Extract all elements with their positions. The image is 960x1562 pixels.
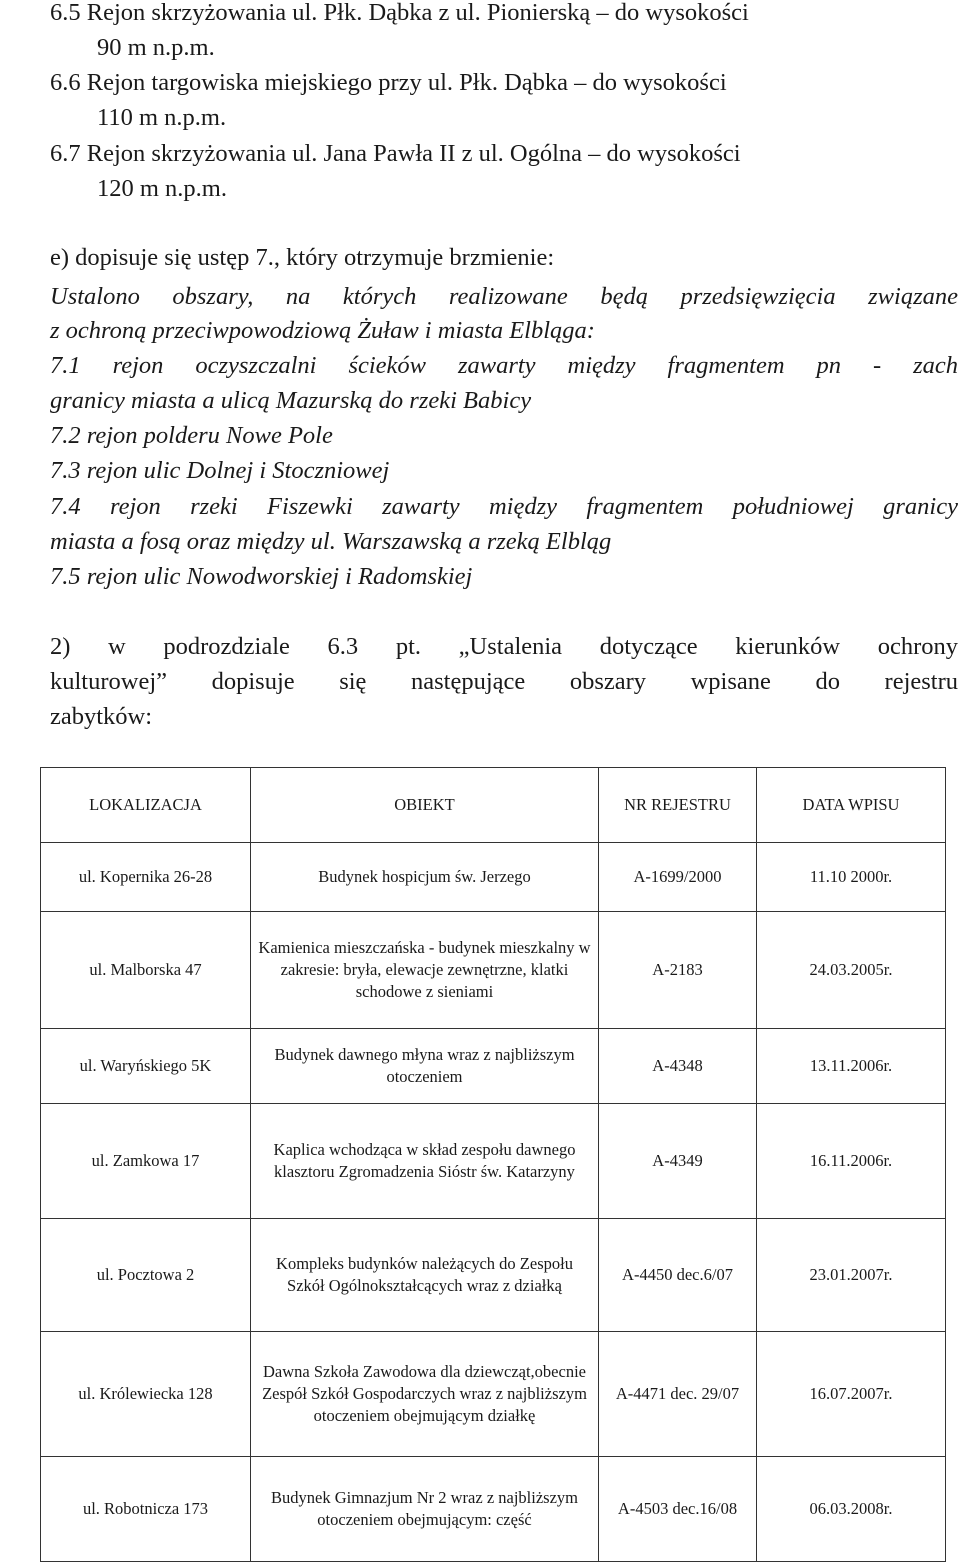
header-obiekt: OBIEKT — [251, 768, 599, 843]
text-line: zabytków: — [50, 703, 153, 730]
cell-location: ul. Pocztowa 2 — [41, 1219, 251, 1332]
cell-entry-date: 16.07.2007r. — [757, 1332, 946, 1457]
cell-register-number: A-4349 — [599, 1104, 757, 1219]
cell-location: ul. Waryńskiego 5K — [41, 1029, 251, 1104]
text-line: 7.3 rejon ulic Dolnej i Stoczniowej — [50, 457, 390, 484]
cell-location: ul. Królewiecka 128 — [41, 1332, 251, 1457]
text-line: 7.1 rejon oczyszczalni ścieków zawarty między fragmentem pn - zach — [50, 352, 958, 379]
cell-object: Budynek hospicjum św. Jerzego — [251, 843, 599, 912]
text-line: 2) w podrozdziale 6.3 pt. „Ustalenia dotyczące kierunków ochrony — [50, 633, 958, 660]
cell-object: Budynek dawnego młyna wraz z najbliższym otoczeniem — [251, 1029, 599, 1104]
cell-register-number: A-4471 dec. 29/07 — [599, 1332, 757, 1457]
cell-register-number: A-4450 dec.6/07 — [599, 1219, 757, 1332]
header-lokalizacja: LOKALIZACJA — [41, 768, 251, 843]
cell-entry-date: 06.03.2008r. — [757, 1457, 946, 1562]
text-line: 90 m n.p.m. — [97, 34, 215, 61]
cell-object: Dawna Szkoła Zawodowa dla dziewcząt,obecnie Zespół Szkół Gospodarczych wraz z najbliższym otoczeniem obejmującym działkę — [251, 1332, 599, 1457]
cell-location: ul. Zamkowa 17 — [41, 1104, 251, 1219]
table-row — [41, 1104, 946, 1219]
table-row — [41, 1332, 946, 1457]
cell-location: ul. Kopernika 26-28 — [41, 843, 251, 912]
header-data-wpisu: DATA WPISU — [757, 768, 946, 843]
header-nr-rejestru: NR REJESTRU — [599, 768, 757, 843]
cell-entry-date: 13.11.2006r. — [757, 1029, 946, 1104]
text-line: granicy miasta a ulicą Mazurską do rzeki Babicy — [50, 387, 532, 414]
text-line: 6.5 Rejon skrzyżowania ul. Płk. Dąbka z ul. Pionierską – do wysokości — [50, 0, 749, 26]
monuments-register-table — [40, 767, 946, 1562]
cell-entry-date: 16.11.2006r. — [757, 1104, 946, 1219]
text-line: 120 m n.p.m. — [97, 175, 227, 202]
table-header-row — [41, 768, 946, 843]
cell-object: Kamienica mieszczańska - budynek mieszkalny w zakresie: bryła, elewacje zewnętrzne, klatki schodowe z sieniami — [251, 912, 599, 1029]
cell-register-number: A-2183 — [599, 912, 757, 1029]
cell-entry-date: 11.10 2000r. — [757, 843, 946, 912]
cell-object: Kompleks budynków należących do Zespołu Szkół Ogólnokształcących wraz z działką — [251, 1219, 599, 1332]
cell-object: Budynek Gimnazjum Nr 2 wraz z najbliższym otoczeniem obejmującym: część — [251, 1457, 599, 1562]
text-line: 6.7 Rejon skrzyżowania ul. Jana Pawła II z ul. Ogólna – do wysokości — [50, 140, 741, 167]
cell-register-number: A-1699/2000 — [599, 843, 757, 912]
cell-register-number: A-4348 — [599, 1029, 757, 1104]
cell-location: ul. Malborska 47 — [41, 912, 251, 1029]
text-line: 110 m n.p.m. — [97, 104, 227, 131]
text-line: 7.5 rejon ulic Nowodworskiej i Radomskiej — [50, 563, 473, 590]
cell-object: Kaplica wchodząca w skład zespołu dawnego klasztoru Zgromadzenia Sióstr św. Katarzyny — [251, 1104, 599, 1219]
table-row — [41, 1219, 946, 1332]
text-line: 7.2 rejon polderu Nowe Pole — [50, 422, 333, 449]
table-row — [41, 912, 946, 1029]
text-line: miasta a fosą oraz między ul. Warszawską a rzeką Elbląg — [50, 528, 612, 555]
text-line: e) dopisuje się ustęp 7., który otrzymuje brzmienie: — [50, 244, 555, 271]
text-line: 6.6 Rejon targowiska miejskiego przy ul. Płk. Dąbka – do wysokości — [50, 69, 727, 96]
text-line: 7.4 rejon rzeki Fiszewki zawarty między fragmentem południowej granicy — [50, 493, 958, 520]
cell-location: ul. Robotnicza 173 — [41, 1457, 251, 1562]
table-row — [41, 1457, 946, 1562]
cell-entry-date: 24.03.2005r. — [757, 912, 946, 1029]
text-line: Ustalono obszary, na których realizowane będą przedsięwzięcia związane — [50, 283, 958, 310]
text-line: kulturowej” dopisuje się następujące obszary wpisane do rejestru — [50, 668, 958, 695]
cell-entry-date: 23.01.2007r. — [757, 1219, 946, 1332]
table-row — [41, 843, 946, 912]
cell-register-number: A-4503 dec.16/08 — [599, 1457, 757, 1562]
text-line: z ochroną przeciwpowodziową Żuław i miasta Elbląga: — [50, 317, 595, 344]
table-row — [41, 1029, 946, 1104]
